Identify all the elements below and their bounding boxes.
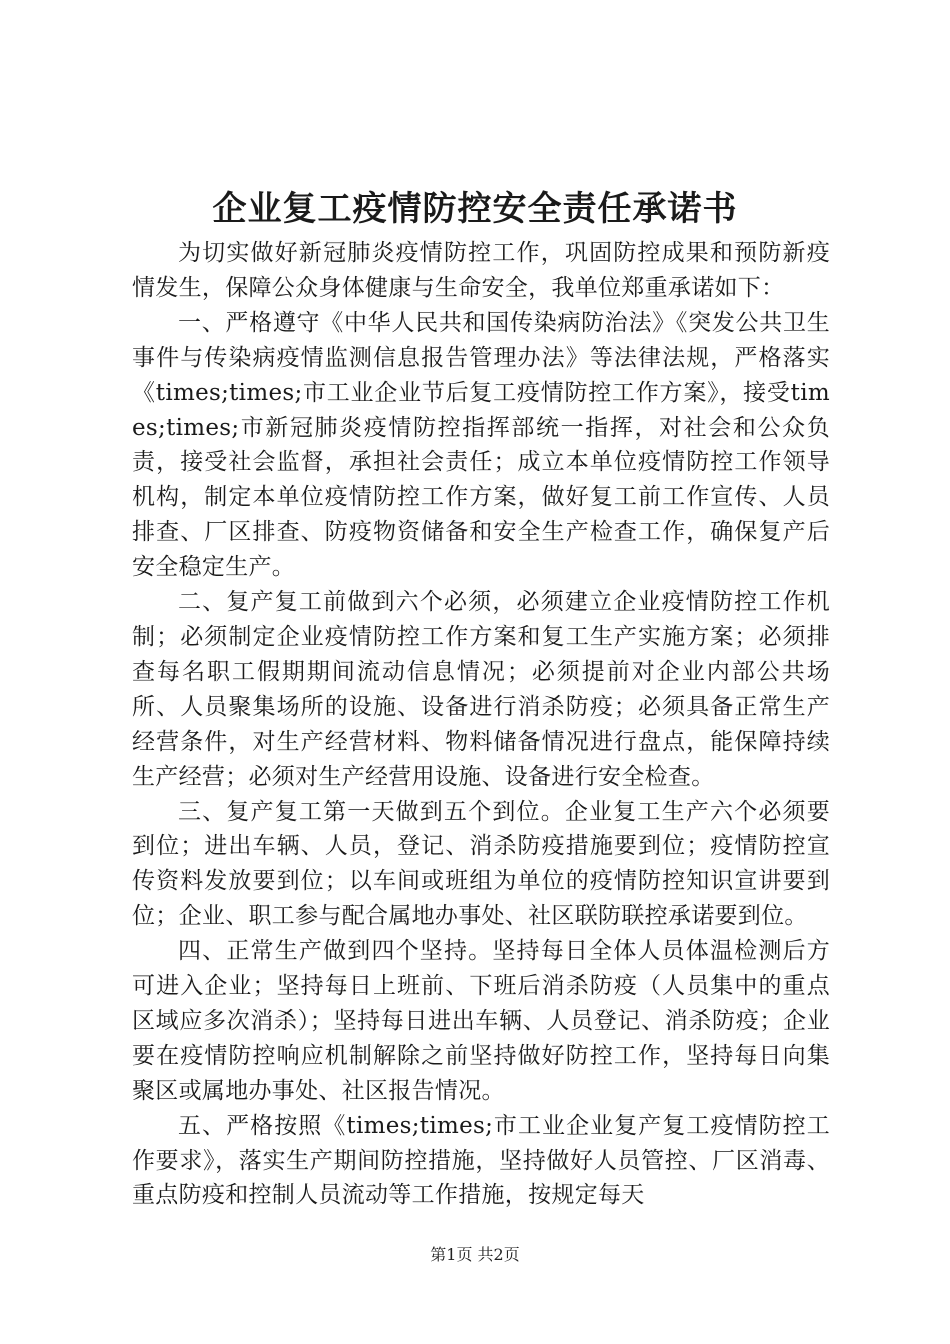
document-title: 企业复工疫情防控安全责任承诺书 bbox=[212, 189, 738, 229]
document-body bbox=[132, 236, 830, 1213]
paragraph-5: 五、严格按照《times;times;市工业企业复产复工疫情防控工作要求》，落实生产期间防控措施，坚持做好人员管控、厂区消毒、重点防疫和控制人员流动等工作措施，按规定每天 bbox=[132, 1112, 830, 1209]
paragraph-2: 二、复产复工前做到六个必须，必须建立企业疫情防控工作机制；必须制定企业疫情防控工作方案和复工生产实施方案；必须排查每名职工假期期间流动信息情况；必须提前对企业内部公共场所、人员聚集场所的设施、设备进行消杀防疫；必须具备正常生产经营条件，对生产经营材料、物料储备情况进行盘点，能保障持续生产经营；必须对生产经营用设施、设备进行安全检查。 bbox=[132, 589, 830, 790]
paragraph-3: 三、复产复工第一天做到五个到位。企业复工生产六个必须要到位；进出车辆、人员，登记、消杀防疫措施要到位；疫情防控宣传资料发放要到位；以车间或班组为单位的疫情防控知识宣讲要到位；企业、职工参与配合属地办事处、社区联防联控承诺要到位。 bbox=[132, 798, 830, 930]
paragraph-intro: 为切实做好新冠肺炎疫情防控工作，巩固防控成果和预防新疫情发生，保障公众身体健康与生命安全，我单位郑重承诺如下： bbox=[132, 240, 830, 301]
paragraph-1: 一、严格遵守《中华人民共和国传染病防治法》《突发公共卫生事件与传染病疫情监测信息报告管理办法》等法律法规，严格落实《times;times;市工业企业节后复工疫情防控工作方案》，接受times;times;市新冠肺炎疫情防控指挥部统一指挥，对社会和公众负责，接受社会监督，承担社会责任；成立本单位疫情防控工作领导机构，制定本单位疫情防控工作方案，做好复工前工作宣传、人员排查、厂区排查、防疫物资储备和安全生产检查工作，确保复产后安全稳定生产。 bbox=[132, 309, 830, 581]
page-number-footer: 第1页 共2页 bbox=[430, 1245, 520, 1264]
paragraph-4: 四、正常生产做到四个坚持。坚持每日全体人员体温检测后方可进入企业；坚持每日上班前、下班后消杀防疫（人员集中的重点区域应多次消杀）；坚持每日进出车辆、人员登记、消杀防疫；企业要在疫情防控响应机制解除之前坚持做好防控工作，坚持每日向集聚区或属地办事处、社区报告情况。 bbox=[132, 938, 830, 1104]
